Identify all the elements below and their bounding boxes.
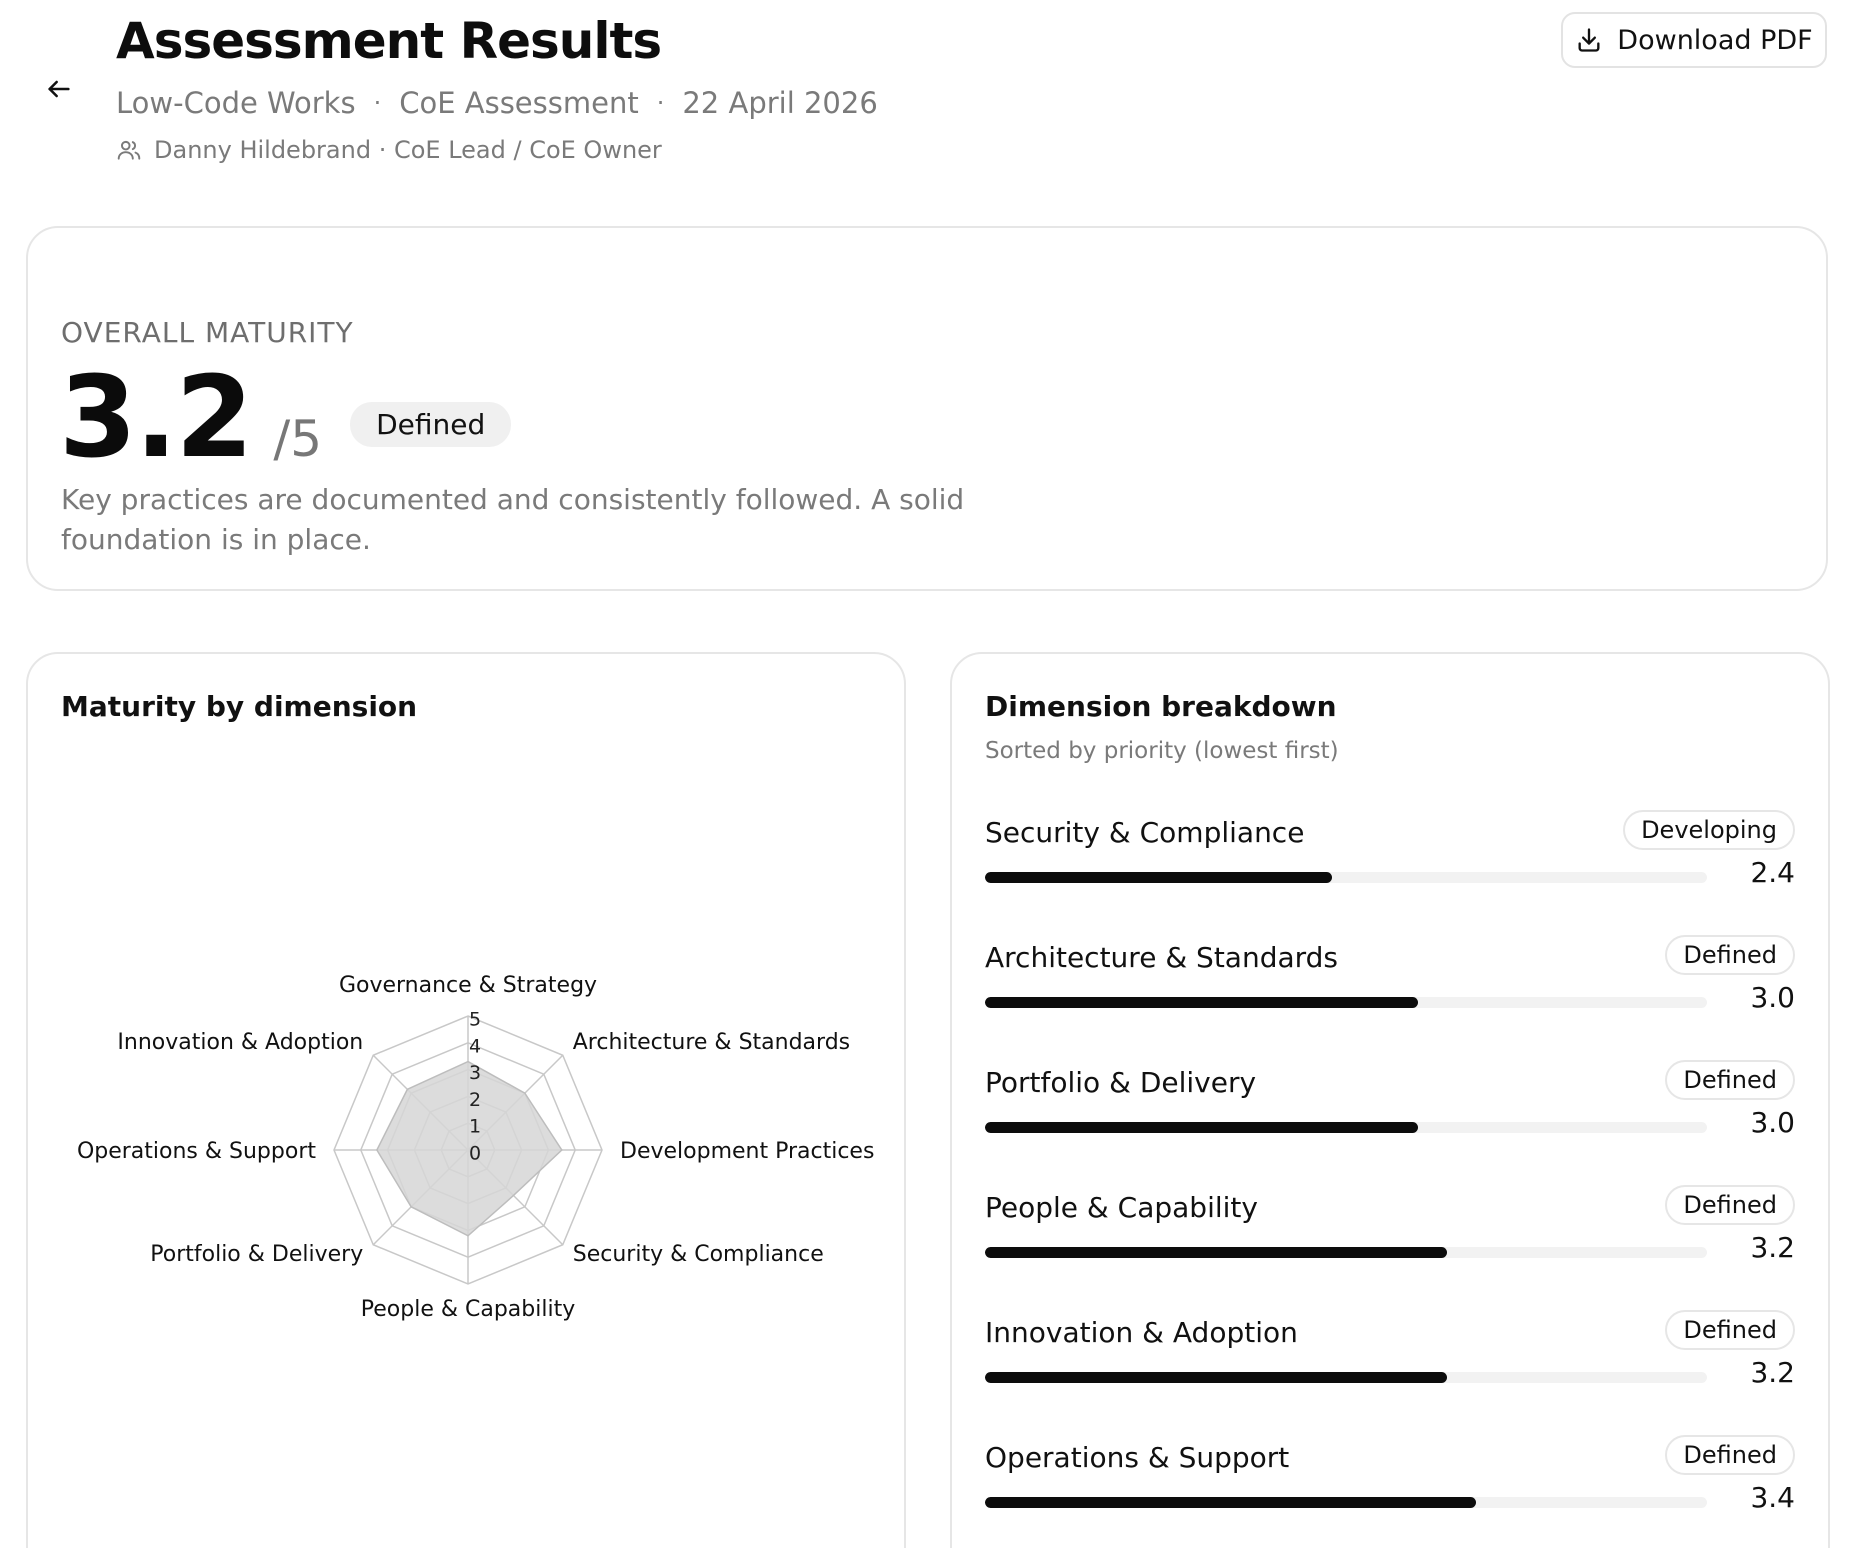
dimension-level-badge: Defined <box>1665 1435 1795 1475</box>
overall-score-row <box>59 353 511 483</box>
dimension-name: Architecture & Standards <box>985 941 1339 974</box>
dimension-progress-fill <box>985 1497 1476 1508</box>
dimension-breakdown-card <box>950 652 1830 1548</box>
dimension-progress-fill <box>985 997 1418 1008</box>
page-title: Assessment Results <box>116 12 662 70</box>
download-icon <box>1575 26 1603 54</box>
dimension-progress-track <box>985 1247 1707 1258</box>
back-button[interactable] <box>40 70 78 108</box>
dimension-progress-fill <box>985 1247 1447 1258</box>
dimension-progress-fill <box>985 872 1332 883</box>
dimension-score: 3.0 <box>1750 981 1795 1014</box>
radar-category-label: Governance & Strategy <box>338 973 598 998</box>
dimension-level-badge: Defined <box>1665 935 1795 975</box>
dimension-name: Portfolio & Delivery <box>985 1066 1257 1099</box>
maturity-level-badge: Defined <box>350 402 511 447</box>
meta-separator: · <box>373 89 382 117</box>
radar-tick-label: 0 <box>468 1142 482 1165</box>
assessment-type: CoE Assessment <box>399 86 639 120</box>
radar-tick-label: 4 <box>468 1035 482 1058</box>
dimension-progress-track <box>985 1372 1707 1383</box>
dimension-row <box>985 816 1795 926</box>
dimension-name: People & Capability <box>985 1191 1258 1224</box>
dimension-score: 3.2 <box>1750 1356 1795 1389</box>
dimension-progress-track <box>985 872 1707 883</box>
dimension-row <box>985 1441 1795 1548</box>
dimension-row <box>985 1316 1795 1426</box>
overall-maturity-label: OVERALL MATURITY <box>61 316 354 349</box>
radar-tick-label: 3 <box>468 1062 482 1085</box>
overall-score: 3.2 <box>59 353 252 483</box>
dimension-row <box>985 1191 1795 1301</box>
dimension-row <box>985 941 1795 1051</box>
radar-category-label: People & Capability <box>360 1297 576 1322</box>
dimension-score: 2.4 <box>1750 856 1795 889</box>
dimension-progress-track <box>985 1122 1707 1133</box>
dimension-progress-fill <box>985 1372 1447 1383</box>
assessor-name: Danny Hildebrand · CoE Lead / CoE Owner <box>154 136 662 164</box>
dimension-score: 3.0 <box>1750 1106 1795 1139</box>
dimension-row <box>985 1066 1795 1176</box>
radar-tick-label: 1 <box>468 1115 482 1138</box>
assessment-date: 22 April 2026 <box>682 86 878 120</box>
dimension-name: Innovation & Adoption <box>985 1316 1298 1349</box>
overall-description: Key practices are documented and consistently followed. A solid foundation is in place. <box>61 483 965 556</box>
dimension-score: 3.2 <box>1750 1231 1795 1264</box>
dimension-level-badge: Developing <box>1623 810 1795 850</box>
dimension-progress-fill <box>985 1122 1418 1133</box>
radar-category-label: Security & Compliance <box>572 1241 824 1267</box>
radar-card-title: Maturity by dimension <box>61 690 418 723</box>
dimension-name: Operations & Support <box>985 1441 1290 1474</box>
dimension-name: Security & Compliance <box>985 816 1305 849</box>
radar-category-label: Architecture & Standards <box>572 1030 851 1056</box>
users-icon <box>116 137 142 163</box>
breakdown-title: Dimension breakdown <box>985 690 1337 723</box>
dimension-progress-track <box>985 1497 1707 1508</box>
dimension-level-badge: Defined <box>1665 1185 1795 1225</box>
dimension-score: 3.4 <box>1750 1481 1795 1514</box>
maturity-radar-card <box>26 652 906 1548</box>
radar-category-label: Operations & Support <box>76 1139 316 1164</box>
overall-maturity-card <box>26 226 1828 591</box>
overall-score-max: /5 <box>273 410 323 468</box>
radar-category-label: Development Practices <box>620 1139 875 1164</box>
dimension-level-badge: Defined <box>1665 1060 1795 1100</box>
radar-category-label: Innovation & Adoption <box>117 1030 364 1056</box>
download-pdf-label: Download PDF <box>1617 24 1813 56</box>
arrow-left-icon <box>45 75 73 103</box>
radar-tick-label: 5 <box>468 1008 482 1031</box>
dimension-progress-track <box>985 997 1707 1008</box>
breakdown-subtitle: Sorted by priority (lowest first) <box>985 738 1339 764</box>
assessment-meta <box>116 86 878 120</box>
assessor-info <box>116 136 662 164</box>
radar-tick-label: 2 <box>468 1088 482 1111</box>
meta-separator: · <box>656 89 665 117</box>
organization-name: Low-Code Works <box>116 86 356 120</box>
radar-category-label: Portfolio & Delivery <box>150 1241 364 1267</box>
radar-chart <box>28 654 908 1548</box>
dimension-level-badge: Defined <box>1665 1310 1795 1350</box>
download-pdf-button[interactable] <box>1561 12 1827 68</box>
